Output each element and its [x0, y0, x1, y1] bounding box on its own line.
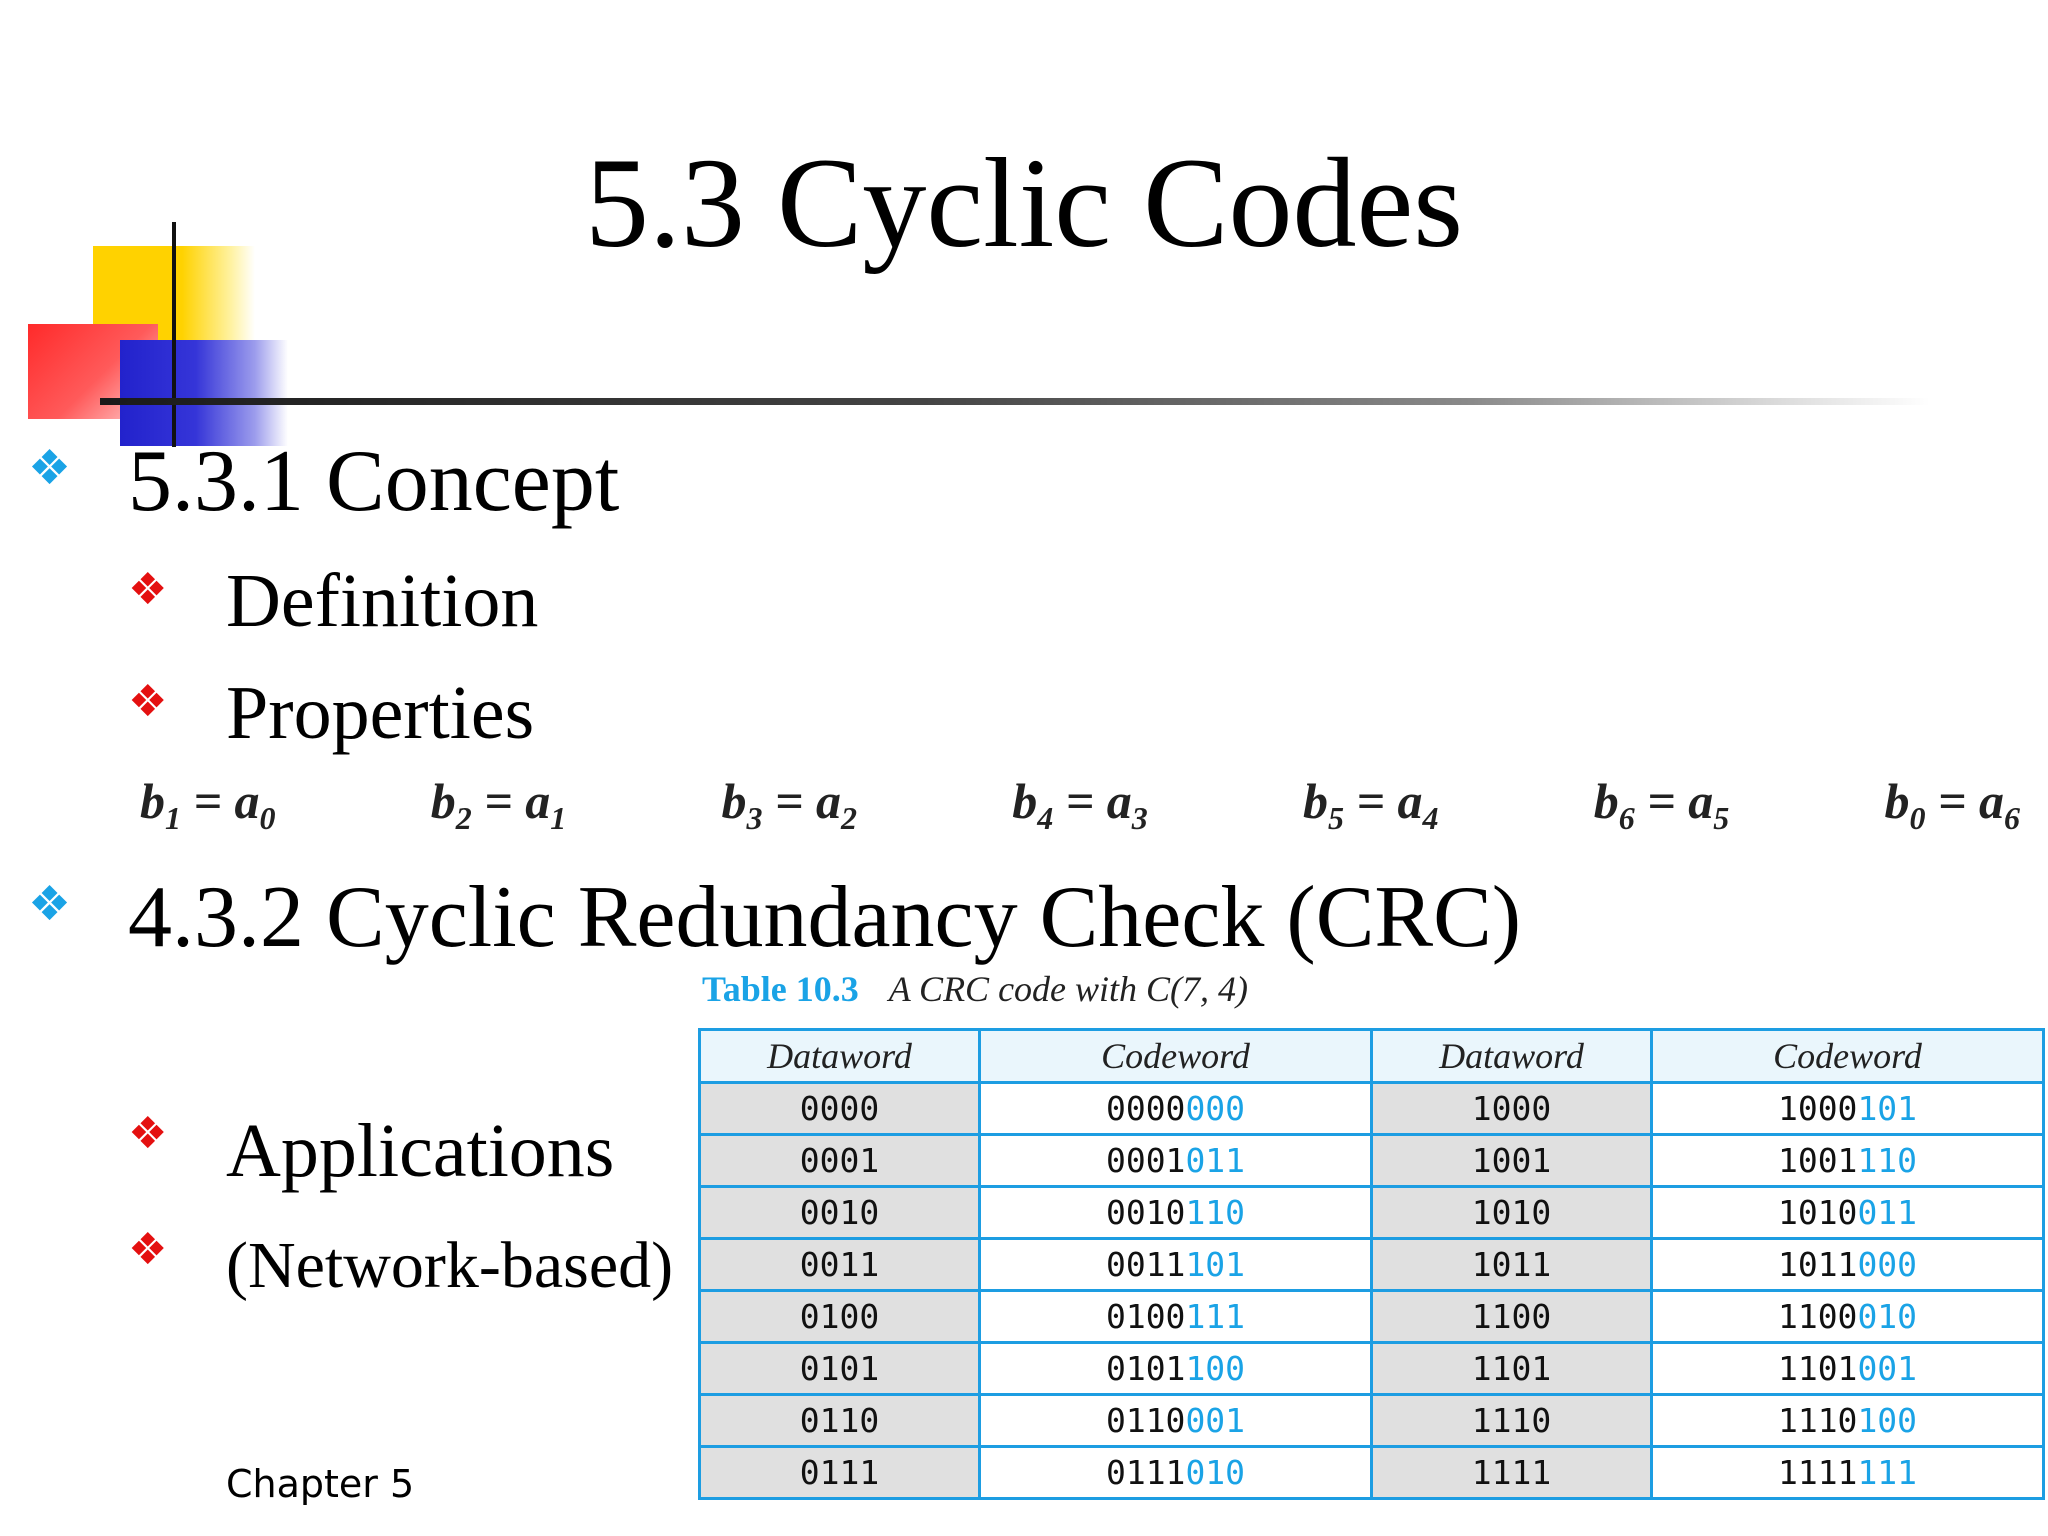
- table-row: [700, 1343, 2044, 1395]
- header-dataword: Dataword: [1372, 1030, 1652, 1083]
- dataword-cell: 0100: [700, 1291, 980, 1343]
- equation: $b_5 = a_4$: [1303, 773, 1439, 836]
- item-properties: Properties: [226, 671, 535, 755]
- table-header-row: [700, 1030, 2044, 1083]
- dataword-cell: 1001: [1372, 1135, 1652, 1187]
- codeword-cell: 0101100: [980, 1343, 1372, 1395]
- dataword-cell: 1110: [1372, 1395, 1652, 1447]
- dataword-cell: 0101: [700, 1343, 980, 1395]
- header-codeword: Codeword: [980, 1030, 1372, 1083]
- bullet-blue-icon: ❖: [28, 876, 72, 932]
- table-row: [700, 1395, 2044, 1447]
- table-caption-label: Table 10.3: [702, 969, 859, 1009]
- dataword-cell: 0110: [700, 1395, 980, 1447]
- bullet-red-icon: ❖: [128, 1224, 168, 1275]
- item-definition: Definition: [226, 559, 539, 643]
- codeword-cell: 0111010: [980, 1447, 1372, 1499]
- dataword-cell: 0000: [700, 1083, 980, 1135]
- codeword-cell: 0000000: [980, 1083, 1372, 1135]
- section-heading-concept: 5.3.1 Concept: [128, 433, 620, 530]
- section-heading-crc: 4.3.2 Cyclic Redundancy Check (CRC): [128, 869, 1522, 966]
- codeword-cell: 1110100: [1652, 1395, 2044, 1447]
- equation: $b_1 = a_0$: [140, 773, 276, 836]
- item-applications: Applications: [226, 1109, 615, 1193]
- table-row: [700, 1135, 2044, 1187]
- codeword-cell: 1111111: [1652, 1447, 2044, 1499]
- bullet-red-icon: ❖: [128, 1108, 168, 1159]
- equation: $b_2 = a_1$: [430, 773, 567, 836]
- dataword-cell: 1101: [1372, 1343, 1652, 1395]
- dataword-cell: 0001: [700, 1135, 980, 1187]
- dataword-cell: 0010: [700, 1187, 980, 1239]
- table-caption-text: A CRC code with C(7, 4): [888, 969, 1249, 1009]
- header-dataword: Dataword: [700, 1030, 980, 1083]
- codeword-cell: 0100111: [980, 1291, 1372, 1343]
- bullet-red-icon: ❖: [128, 676, 168, 727]
- bullet-blue-icon: ❖: [28, 440, 72, 496]
- equation: $b_6 = a_5$: [1593, 773, 1730, 836]
- footer-chapter: Chapter 5: [226, 1462, 415, 1506]
- header-codeword: Codeword: [1652, 1030, 2044, 1083]
- codeword-cell: 0001011: [980, 1135, 1372, 1187]
- table-row: [700, 1291, 2044, 1343]
- codeword-cell: 1000101: [1652, 1083, 2044, 1135]
- codeword-cell: 1011000: [1652, 1239, 2044, 1291]
- codeword-cell: 1101001: [1652, 1343, 2044, 1395]
- codeword-cell: 1100010: [1652, 1291, 2044, 1343]
- item-network-based: (Network-based): [226, 1229, 674, 1302]
- dataword-cell: 0011: [700, 1239, 980, 1291]
- codeword-cell: 0110001: [980, 1395, 1372, 1447]
- title-divider-line: [100, 398, 1930, 405]
- logo-blue-square: [120, 340, 288, 446]
- slide-title: 5.3 Cyclic Codes: [584, 132, 1464, 274]
- table-row: [700, 1083, 2044, 1135]
- equation: $b_0 = a_6$: [1884, 773, 2020, 836]
- codeword-cell: 0011101: [980, 1239, 1372, 1291]
- table-caption: [702, 968, 1248, 1010]
- equation: $b_3 = a_2$: [721, 773, 857, 836]
- dataword-cell: 1100: [1372, 1291, 1652, 1343]
- codeword-cell: 1001110: [1652, 1135, 2044, 1187]
- crc-table: [698, 1028, 2045, 1500]
- rotation-equations: [140, 772, 2020, 842]
- dataword-cell: 1011: [1372, 1239, 1652, 1291]
- dataword-cell: 1000: [1372, 1083, 1652, 1135]
- codeword-cell: 1010011: [1652, 1187, 2044, 1239]
- dataword-cell: 1010: [1372, 1187, 1652, 1239]
- bullet-red-icon: ❖: [128, 564, 168, 615]
- dataword-cell: 0111: [700, 1447, 980, 1499]
- codeword-cell: 0010110: [980, 1187, 1372, 1239]
- table-row: [700, 1447, 2044, 1499]
- table-row: [700, 1187, 2044, 1239]
- equation: $b_4 = a_3$: [1012, 773, 1148, 836]
- table-row: [700, 1239, 2044, 1291]
- dataword-cell: 1111: [1372, 1447, 1652, 1499]
